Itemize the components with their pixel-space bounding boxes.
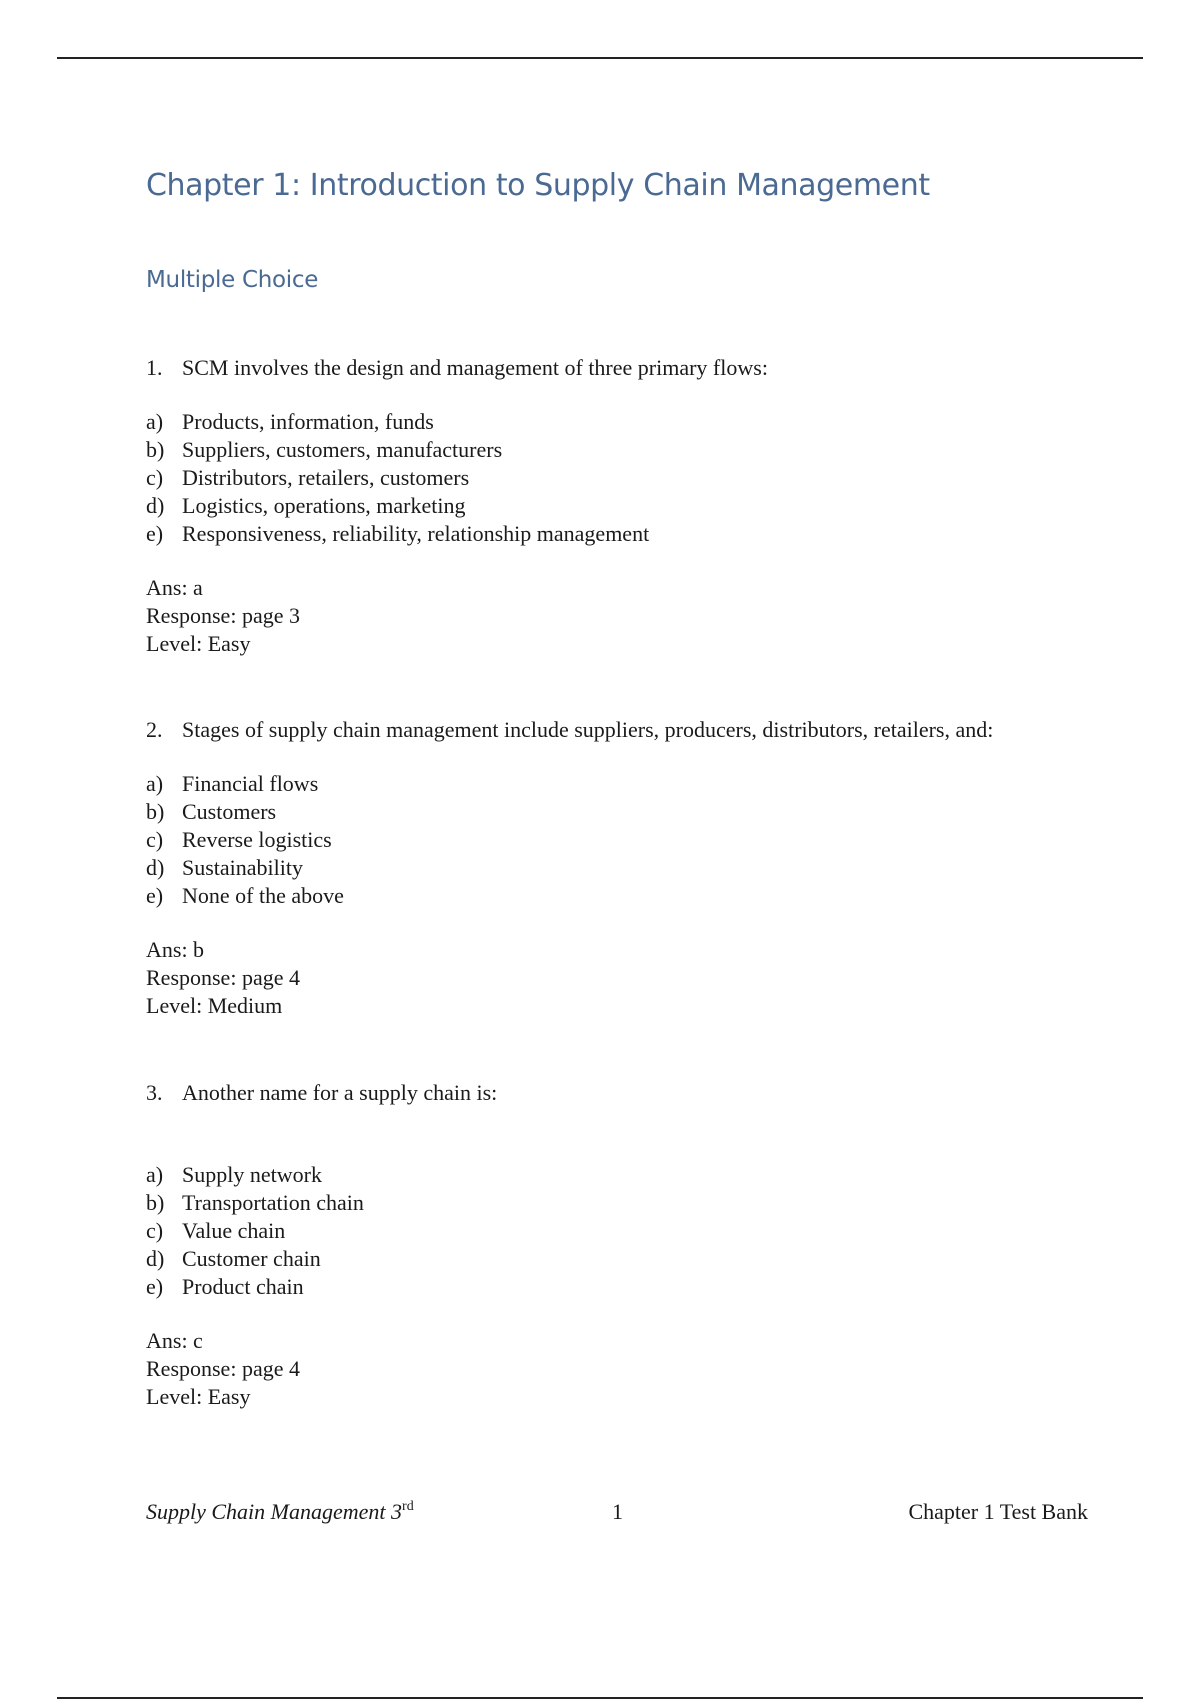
difficulty-level: Level: Easy bbox=[146, 1384, 251, 1409]
option-letter: a) bbox=[146, 771, 164, 796]
option-letter: d) bbox=[146, 855, 165, 880]
option-b bbox=[146, 798, 1146, 826]
option-letter: d) bbox=[146, 1246, 165, 1271]
question-number: 2. bbox=[146, 717, 163, 742]
difficulty-level: Level: Easy bbox=[146, 631, 251, 656]
option-text: Distributors, retailers, customers bbox=[182, 465, 470, 490]
response-page: Response: page 4 bbox=[146, 1356, 300, 1381]
footer-chapter-label: Chapter 1 Test Bank bbox=[908, 1499, 1088, 1524]
option-d bbox=[146, 492, 1146, 520]
option-e bbox=[146, 1273, 1146, 1301]
option-d bbox=[146, 1245, 1146, 1273]
option-text: Supply network bbox=[182, 1162, 322, 1187]
option-text: Products, information, funds bbox=[182, 409, 434, 434]
question-number: 3. bbox=[146, 1080, 163, 1105]
option-letter: a) bbox=[146, 409, 164, 434]
option-b bbox=[146, 436, 1146, 464]
option-text: Suppliers, customers, manufacturers bbox=[182, 437, 503, 462]
question-text: Another name for a supply chain is: bbox=[182, 1080, 498, 1105]
page-footer bbox=[146, 1498, 1088, 1528]
question-stem bbox=[146, 716, 1146, 744]
option-text: Sustainability bbox=[182, 855, 303, 880]
option-text: Product chain bbox=[182, 1274, 304, 1299]
chapter-title: Chapter 1: Introduction to Supply Chain Management bbox=[146, 168, 930, 203]
option-letter: b) bbox=[146, 1190, 165, 1215]
option-letter: b) bbox=[146, 799, 165, 824]
edition-suffix: rd bbox=[402, 1499, 414, 1514]
option-c bbox=[146, 826, 1146, 854]
option-letter: a) bbox=[146, 1162, 164, 1187]
option-letter: c) bbox=[146, 827, 164, 852]
option-letter: c) bbox=[146, 1218, 164, 1243]
option-letter: d) bbox=[146, 493, 165, 518]
response-page: Response: page 4 bbox=[146, 965, 300, 990]
option-a bbox=[146, 1161, 1146, 1189]
page-number: 1 bbox=[612, 1499, 623, 1524]
option-d bbox=[146, 854, 1146, 882]
answer-block bbox=[146, 574, 1146, 658]
bottom-rule bbox=[57, 1697, 1143, 1699]
option-a bbox=[146, 408, 1146, 436]
answer-block bbox=[146, 1327, 1146, 1411]
question-1 bbox=[146, 354, 1146, 658]
option-list bbox=[146, 408, 1146, 548]
option-text: Logistics, operations, marketing bbox=[182, 493, 466, 518]
option-a bbox=[146, 770, 1146, 798]
question-stem bbox=[146, 354, 1146, 382]
option-text: Responsiveness, reliability, relationship management bbox=[182, 521, 650, 546]
question-number: 1. bbox=[146, 355, 163, 380]
option-text: Value chain bbox=[182, 1218, 286, 1243]
option-text: Customers bbox=[182, 799, 277, 824]
option-text: Financial flows bbox=[182, 771, 319, 796]
difficulty-level: Level: Medium bbox=[146, 993, 283, 1018]
option-letter: e) bbox=[146, 521, 164, 546]
option-b bbox=[146, 1189, 1146, 1217]
option-list bbox=[146, 770, 1146, 910]
answer: Ans: c bbox=[146, 1328, 203, 1353]
question-3 bbox=[146, 1079, 1146, 1411]
response-page: Response: page 3 bbox=[146, 603, 300, 628]
answer-block bbox=[146, 936, 1146, 1020]
question-stem bbox=[146, 1079, 1146, 1107]
option-letter: e) bbox=[146, 883, 164, 908]
footer-book-title bbox=[146, 1498, 414, 1526]
option-letter: b) bbox=[146, 437, 165, 462]
top-rule bbox=[57, 57, 1143, 59]
section-title: Multiple Choice bbox=[146, 267, 319, 293]
option-text: Customer chain bbox=[182, 1246, 321, 1271]
question-2 bbox=[146, 716, 1146, 1020]
option-c bbox=[146, 1217, 1146, 1245]
option-letter: e) bbox=[146, 1274, 164, 1299]
question-text: Stages of supply chain management include suppliers, producers, distributors, retailers, and: bbox=[182, 717, 994, 742]
option-c bbox=[146, 464, 1146, 492]
option-letter: c) bbox=[146, 465, 164, 490]
option-text: Reverse logistics bbox=[182, 827, 332, 852]
answer: Ans: b bbox=[146, 937, 205, 962]
option-text: None of the above bbox=[182, 883, 344, 908]
answer: Ans: a bbox=[146, 575, 203, 600]
option-e bbox=[146, 520, 1146, 548]
question-text: SCM involves the design and management of three primary flows: bbox=[182, 355, 768, 380]
book-title: Supply Chain Management 3 bbox=[146, 1499, 403, 1524]
option-text: Transportation chain bbox=[182, 1190, 364, 1215]
option-list bbox=[146, 1161, 1146, 1301]
option-e bbox=[146, 882, 1146, 910]
